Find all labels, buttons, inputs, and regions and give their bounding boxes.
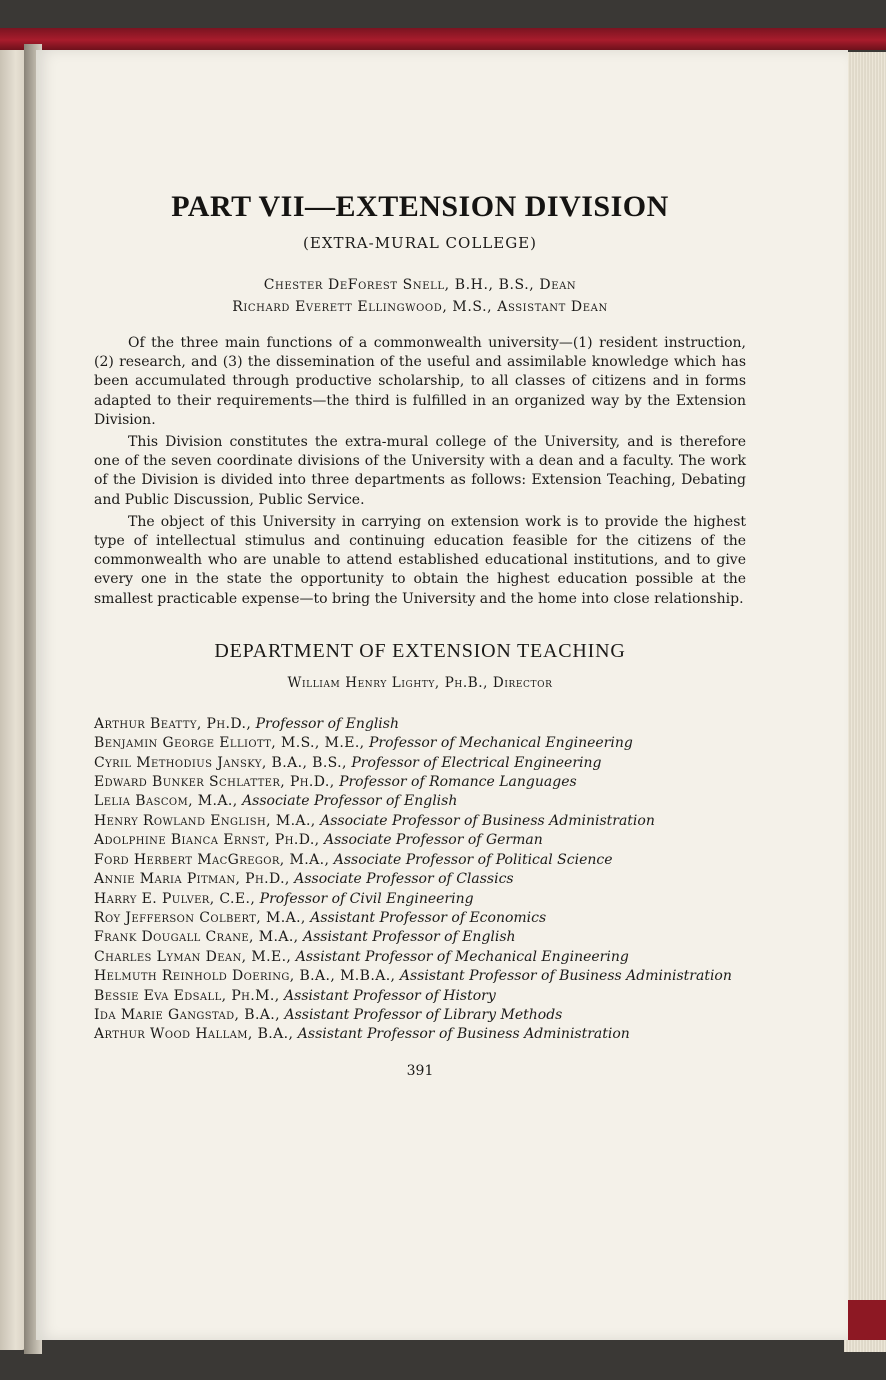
page-content [94, 190, 746, 1079]
faculty-name: Helmuth Reinhold Doering, B.A., M.B.A., [94, 968, 396, 985]
paragraph: Of the three main functions of a commonwealth university—(1) resident instruction, (2) research, and (3) the dissemination of the useful and assimilable knowledge which has been accumulated through productive scholarship, to all classes of citizens and in forms adapted to their requirements—the third is fulfilled in an organized way by the Extension Division. [94, 335, 746, 428]
faculty-entry [94, 870, 746, 889]
faculty-title: Professor of Romance Languages [339, 774, 577, 791]
faculty-title: Assistant Professor of History [284, 987, 496, 1004]
faculty-name: Henry Rowland English, M.A., [94, 812, 316, 829]
faculty-entry [94, 773, 746, 792]
faculty-name: Arthur Beatty, Ph.D., [94, 715, 252, 732]
faculty-entry [94, 754, 746, 773]
faculty-name: Charles Lyman Dean, M.E., [94, 948, 292, 965]
faculty-title: Professor of Civil Engineering [259, 890, 474, 907]
faculty-title: Assistant Professor of English [303, 929, 516, 946]
faculty-name: Harry E. Pulver, C.E., [94, 890, 256, 907]
faculty-title: Assistant Professor of Mechanical Engineering [295, 948, 629, 965]
faculty-entry [94, 890, 746, 909]
officer-dean: Chester DeForest Snell, B.H., B.S., Dean [263, 277, 577, 293]
faculty-entry [94, 928, 746, 947]
faculty-title: Professor of Electrical Engineering [351, 754, 602, 771]
faculty-name: Arthur Wood Hallam, B.A., [94, 1026, 294, 1043]
faculty-name: Lelia Bascom, M.A., [94, 793, 238, 810]
red-spine-band [0, 28, 886, 50]
faculty-title: Associate Professor of Business Administration [320, 812, 655, 829]
faculty-name: Adolphine Bianca Ernst, Ph.D., [94, 832, 320, 849]
department-title: DEPARTMENT OF EXTENSION TEACHING [214, 639, 626, 662]
part-subtitle: (EXTRA-MURAL COLLEGE) [303, 234, 537, 252]
faculty-name: Frank Dougall Crane, M.A., [94, 929, 299, 946]
faculty-entry [94, 1025, 746, 1044]
page-edges [844, 52, 886, 1352]
faculty-entry [94, 812, 746, 831]
officer-assistant-dean: Richard Everett Ellingwood, M.S., Assistant Dean [232, 299, 608, 315]
faculty-entry [94, 909, 746, 928]
faculty-entry [94, 987, 746, 1006]
faculty-name: Ida Marie Gangstad, B.A., [94, 1006, 281, 1023]
faculty-name: Ford Herbert MacGregor, M.A., [94, 851, 330, 868]
department-director: William Henry Lighty, Ph.B., Director [287, 674, 553, 691]
faculty-title: Assistant Professor of Library Methods [284, 1006, 563, 1023]
faculty-title: Assistant Professor of Economics [310, 909, 547, 926]
faculty-name: Benjamin George Elliott, M.S., M.E., [94, 735, 365, 752]
officers-list [94, 274, 746, 318]
paragraph: This Division constitutes the extra-mural college of the University, and is therefore one of the seven coordinate divisions of the University with a dean and a faculty. The work of the Division is divided into three departments as follows: Extension Teaching, Debating and Public Discussion, Public Service. [94, 434, 746, 508]
part-title: PART VII—EXTENSION DIVISION [171, 190, 669, 223]
faculty-entry [94, 792, 746, 811]
faculty-entry [94, 831, 746, 850]
left-page-edge [0, 40, 26, 1350]
faculty-entry [94, 948, 746, 967]
red-edge-corner [846, 1300, 886, 1340]
faculty-entry [94, 734, 746, 753]
faculty-title: Associate Professor of Political Science [333, 851, 613, 868]
faculty-name: Cyril Methodius Jansky, B.A., B.S., [94, 754, 347, 771]
introduction [94, 334, 746, 609]
faculty-entry [94, 715, 746, 734]
faculty-list [94, 715, 746, 1045]
faculty-title: Professor of English [255, 715, 399, 732]
faculty-title: Associate Professor of German [324, 832, 543, 849]
faculty-title: Associate Professor of Classics [294, 871, 514, 888]
page-number: 391 [406, 1062, 434, 1079]
faculty-entry [94, 1006, 746, 1025]
faculty-name: Annie Maria Pitman, Ph.D., [94, 871, 290, 888]
faculty-title: Assistant Professor of Business Administration [399, 968, 732, 985]
faculty-name: Bessie Eva Edsall, Ph.M., [94, 987, 280, 1004]
faculty-title: Assistant Professor of Business Administration [297, 1026, 630, 1043]
faculty-entry [94, 967, 746, 986]
faculty-title: Professor of Mechanical Engineering [368, 735, 633, 752]
faculty-entry [94, 851, 746, 870]
faculty-title: Associate Professor of English [242, 793, 458, 810]
faculty-name: Edward Bunker Schlatter, Ph.D., [94, 774, 335, 791]
faculty-name: Roy Jefferson Colbert, M.A., [94, 909, 306, 926]
paragraph: The object of this University in carrying on extension work is to provide the highest type of intellectual stimulus and continuing education feasible for the citizens of the commonwealth who are unable to attend established educational institutions, and to give every one in the state the opportunity to obtain the highest education possible at the smallest practicable expense—to bring the University and the home into close relationship. [94, 513, 746, 607]
